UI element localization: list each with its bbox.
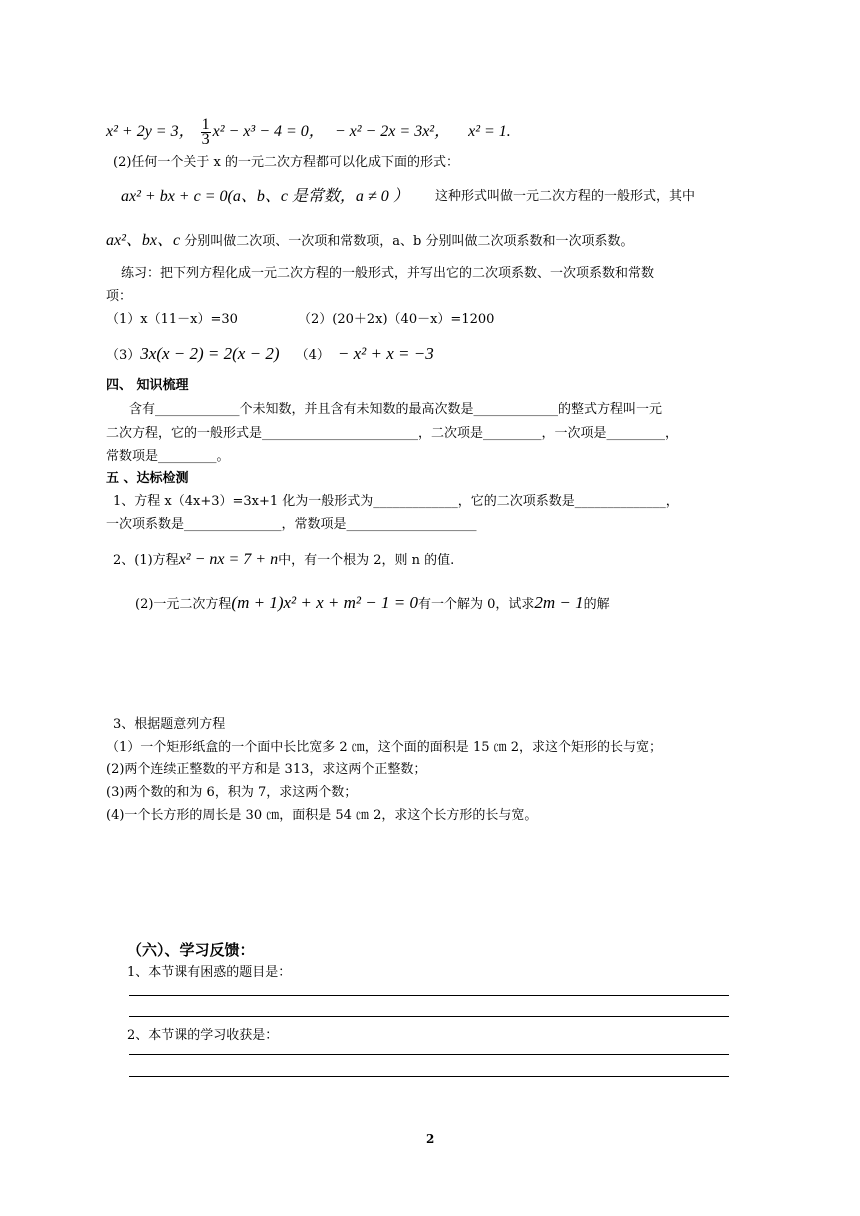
item-3-equation: 3x(x − 2) = 2(x − 2) xyxy=(140,344,280,363)
item-4-label: （4） xyxy=(295,348,330,363)
fraction-denominator: 3 xyxy=(201,131,210,148)
equation-2-rest: x² − x³ − 4 = 0， xyxy=(212,123,325,141)
practice-instruction: 练习：把下列方程化成一元二次方程的一般形式，并写出它的二次项系数、一次项系数和常数 xyxy=(121,266,655,281)
question-3-title: 3、根据题意列方程 xyxy=(113,717,226,732)
section-4-line-1: 含有_____________个未知数，并且含有未知数的最高次数是_____________的整式方程叫一元 xyxy=(129,402,663,417)
terms-math: ax²、bx、c xyxy=(106,232,181,249)
question-2b xyxy=(135,594,610,611)
general-form-formula: ax² + bx + c = 0(a、b、c 是常数，a ≠ 0 ） xyxy=(121,188,409,205)
fraction-one-third xyxy=(201,118,211,147)
question-1-line-2: 一次项系数是_______________，常数项是____________________ xyxy=(106,517,477,532)
equation-4: x² = 1. xyxy=(468,123,511,141)
page-number: 2 xyxy=(426,1132,435,1146)
q2b-suffix: 的解 xyxy=(583,597,610,612)
feedback-question-2: 2、本节课的学习收获是： xyxy=(127,1028,279,1043)
question-2a xyxy=(113,552,454,568)
answer-line xyxy=(129,1016,729,1017)
section-5-heading: 五 、达标检测 xyxy=(106,471,189,486)
answer-line xyxy=(129,1076,729,1077)
item-4-equation: − x² + x = −3 xyxy=(337,344,434,363)
fraction-numerator: 1 xyxy=(201,116,210,133)
question-3-item-4: (4)一个长方形的周长是 30 ㎝，面积是 54 ㎝ 2，求这个长方形的长与宽。 xyxy=(106,808,538,823)
practice-item-3 xyxy=(106,345,434,362)
general-form-terms xyxy=(106,233,633,249)
general-form-intro: (2)任何一个关于 x 的一元二次方程都可以化成下面的形式： xyxy=(113,155,460,170)
q2a-equation: x² − nx = 7 + n xyxy=(178,551,279,568)
question-3-item-2: (2)两个连续正整数的平方和是 313，求这两个正整数； xyxy=(106,762,427,777)
practice-item-1: （1）x（11－x）=30 xyxy=(106,312,238,327)
answer-line xyxy=(129,995,729,996)
practice-item-2: （2）(20＋2x)（40－x）=1200 xyxy=(298,312,495,327)
section-4-line-2: 二次方程，它的一般形式是________________________，二次项是_________，一次项是_________， xyxy=(106,426,679,441)
section-4-heading: 四、 知识梳理 xyxy=(106,378,189,393)
q2a-suffix: 中，有一个根为 2，则 n 的值. xyxy=(278,553,455,568)
equation-1: x² + 2y = 3， xyxy=(106,123,195,141)
intro-equations xyxy=(106,118,511,147)
feedback-question-1: 1、本节课有困惑的题目是： xyxy=(127,965,292,980)
item-3-label: （3） xyxy=(106,348,141,363)
equation-3: − x² − 2x = 3x²， xyxy=(334,123,451,141)
terms-text: 分别叫做二次项、一次项和常数项，a、b 分别叫做二次项系数和一次项系数。 xyxy=(184,234,634,249)
general-form-description: 这种形式叫做一元二次方程的一般形式，其中 xyxy=(435,189,696,204)
answer-line xyxy=(129,1054,729,1055)
section-4-line-3: 常数项是_________。 xyxy=(106,449,230,464)
feedback-heading: （六）、学习反馈： xyxy=(127,941,255,959)
q2b-middle: 有一个解为 0，试求 xyxy=(417,597,535,612)
question-3-item-3: (3)两个数的和为 6，积为 7，求这两个数； xyxy=(106,785,358,800)
q2b-expression: 2m − 1 xyxy=(534,593,584,612)
q2b-prefix: (2)一元二次方程 xyxy=(135,597,232,612)
q2b-equation: (m + 1)x² + x + m² − 1 = 0 xyxy=(231,593,418,612)
practice-instruction-cont: 项： xyxy=(106,289,133,304)
q2a-prefix: 2、(1)方程 xyxy=(113,553,179,568)
question-1-line-1: 1、方程 x（4x+3）=3x+1 化为一般形式为_____________，它的二次项系数是______________， xyxy=(113,494,679,509)
question-3-item-1: （1）一个矩形纸盒的一个面中长比宽多 2 ㎝，这个面的面积是 15 ㎝ 2，求这个矩形的长与宽； xyxy=(106,740,663,755)
